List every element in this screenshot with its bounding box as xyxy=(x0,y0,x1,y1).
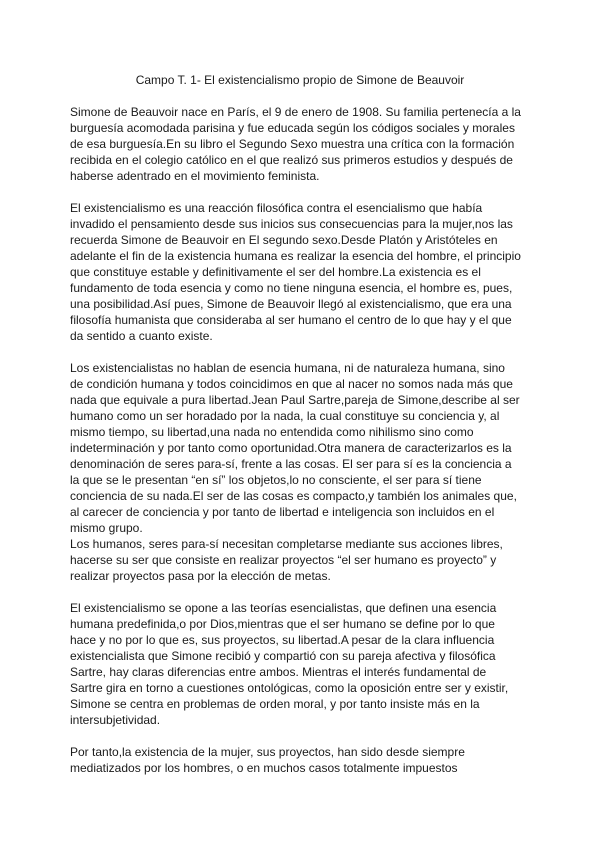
text-line: denominación de seres para-sí, frente a las cosas. El ser para sí es la conciencia a xyxy=(70,457,512,471)
text-line: Simone de Beauvoir nace en París, el 9 de enero de 1908. Su familia pertenecía a la xyxy=(70,105,521,119)
text-line: recibida en el colegio católico en el que realizó sus primeros estudios y después de xyxy=(70,153,513,167)
paragraph xyxy=(70,536,521,584)
text-line: Los humanos, seres para-sí necesitan completarse mediante sus acciones libres, xyxy=(70,537,503,551)
text-line: Sartre gira en torno a cuestiones ontológicas, como la oposición entre ser y existir, xyxy=(70,681,509,695)
text-line: Por tanto,la existencia de la mujer, sus proyectos, han sido desde siempre xyxy=(70,745,465,759)
text-line: indeterminación y por tanto como oportunidad.Otra manera de caracterizarlos es la xyxy=(70,441,512,455)
paragraph xyxy=(70,104,521,184)
text-line: da sentido a cuanto existe. xyxy=(70,329,213,343)
paragraph xyxy=(70,600,521,728)
text-line: humana predefinida,o por Dios,mientras que el ser humano se define por lo que xyxy=(70,617,495,631)
paragraph xyxy=(70,360,521,536)
text-line: filosofía humanista que consideraba al ser humano el centro de lo que hay y el que xyxy=(70,313,512,327)
text-line: fundamento de toda esencia y como no tiene ninguna esencia, el hombre es, pues, xyxy=(70,281,513,295)
text-line: que constituye estable y definitivamente el ser del hombre.La existencia es el xyxy=(70,265,481,279)
document-title: Campo T. 1- El existencialismo propio de Simone de Beauvoir xyxy=(135,73,465,87)
text-line: nada que equivale a pura libertad.Jean Paul Sartre,pareja de Simone,describe al ser xyxy=(70,393,520,407)
text-line: haberse adentrado en el movimiento feminista. xyxy=(70,169,320,183)
text-line: mismo grupo. xyxy=(70,521,143,535)
text-line: al carecer de conciencia y por tanto de libertad e inteligencia son incluidos en el xyxy=(70,505,495,519)
text-line: burguesía acomodada parisina y fue educada según los códigos sociales y morales xyxy=(70,121,515,135)
text-line: hace y no por lo que es, sus proyectos, su libertad.A pesar de la clara influencia xyxy=(70,633,495,647)
text-line: conciencia de su nada.El ser de las cosas es compacto,y también los animales que, xyxy=(70,489,517,503)
text-line: mediatizados por los hombres, o en muchos casos totalmente impuestos xyxy=(70,761,458,775)
text-line: una posibilidad.Así pues, Simone de Beauvoir llegó al existencialismo, que era una xyxy=(70,297,512,311)
text-line: realizar proyectos pasa por la elección de metas. xyxy=(70,569,331,583)
text-line: humano como un ser horadado por la nada, la cual constituye su conciencia y, al xyxy=(70,409,500,423)
text-line: El existencialismo se opone a las teorías esencialistas, que definen una esencia xyxy=(70,601,497,615)
paragraph xyxy=(70,744,521,776)
text-line: adelante el fin de la existencia humana es realizar la esencia del hombre, el principio xyxy=(70,249,521,263)
text-line: hacerse su ser que consiste en realizar proyectos “el ser humano es proyecto” y xyxy=(70,553,497,567)
text-line: Simone se centra en problemas de orden moral, y por tanto insiste más en la xyxy=(70,697,480,711)
paragraph xyxy=(70,200,521,344)
text-line: existencialista que Simone recibió y compartió con su pareja afectiva y filosófica xyxy=(70,649,496,663)
document-body xyxy=(70,104,521,792)
text-line: de esa burguesía.En su libro el Segundo Sexo muestra una crítica con la formación xyxy=(70,137,515,151)
text-line: recuerda Simone de Beauvoir en El segundo sexo.Desde Platón y Aristóteles en xyxy=(70,233,498,247)
text-line: la que se le presentan “en sí” los objetos,lo no consciente, el ser para sí tiene xyxy=(70,473,482,487)
text-line: de condición humana y todos coincidimos en que al nacer no somos nada más que xyxy=(70,377,513,391)
text-line: El existencialismo es una reacción filosófica contra el esencialismo que había xyxy=(70,201,483,215)
text-line: intersubjetividad. xyxy=(70,713,161,727)
text-line: mismo tiempo, su libertad,una nada no entendida como nihilismo sino como xyxy=(70,425,474,439)
text-line: invadido el pensamiento desde sus inicios sus consecuencias para la mujer,nos las xyxy=(70,217,513,231)
text-line: Los existencialistas no hablan de esencia humana, ni de naturaleza humana, sino xyxy=(70,361,505,375)
text-line: Sartre, hay claras diferencias entre ambos. Mientras el interés fundamental de xyxy=(70,665,487,679)
